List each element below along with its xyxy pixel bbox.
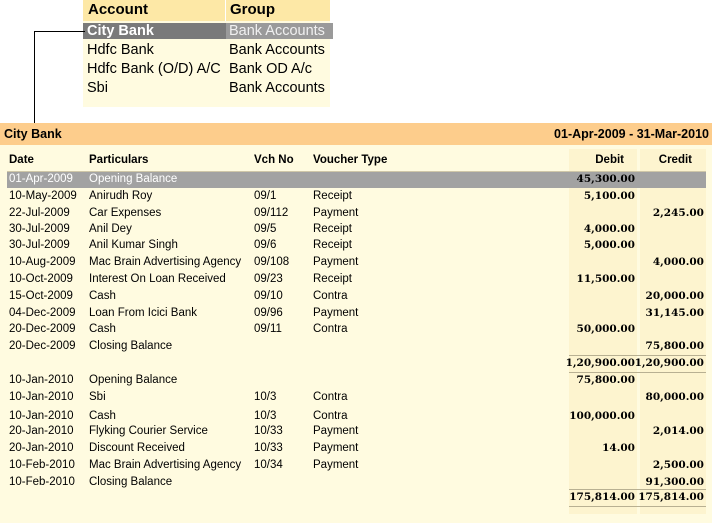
- ledger-account-title: City Bank: [4, 127, 62, 141]
- row-debit: 4,000.00: [583, 223, 635, 235]
- row-particulars: Closing Balance: [89, 476, 173, 488]
- account-option-hdfc-bank-od[interactable]: [83, 61, 330, 80]
- ledger-row[interactable]: [0, 255, 712, 272]
- ledger-row[interactable]: [0, 458, 712, 475]
- row-date: 10-Jan-2010: [9, 391, 74, 403]
- row-vch-no: 09/10: [254, 290, 283, 302]
- row-particulars: Opening Balance: [89, 374, 178, 386]
- row-voucher-type: Payment: [313, 256, 359, 268]
- row-date: 15-Oct-2009: [9, 290, 73, 302]
- row-vch-no: 10/33: [254, 442, 283, 454]
- row-credit: 75,800.00: [645, 340, 704, 352]
- row-credit: 2,500.00: [652, 459, 704, 471]
- ledger-row[interactable]: [0, 339, 712, 356]
- row-particulars: Anirudh Roy: [89, 190, 153, 202]
- row-credit: 20,000.00: [645, 290, 704, 302]
- account-group: Bank Accounts: [229, 80, 325, 96]
- row-vch-no: 10/34: [254, 459, 283, 471]
- row-voucher-type: Contra: [313, 323, 348, 335]
- row-credit: 80,000.00: [645, 391, 704, 403]
- ledger-title-bar: [0, 123, 712, 145]
- row-vch-no: 09/96: [254, 307, 283, 319]
- row-vch-no: 09/1: [254, 190, 277, 202]
- total-row: [0, 490, 712, 507]
- row-vch-no: 10/3: [254, 391, 277, 403]
- row-credit: 31,145.00: [645, 307, 704, 319]
- row-voucher-type: Contra: [313, 290, 348, 302]
- row-credit: 4,000.00: [652, 256, 704, 268]
- row-vch-no: 10/3: [254, 410, 277, 422]
- row-debit: 45,300.00: [576, 173, 635, 185]
- row-voucher-type: Payment: [313, 207, 359, 219]
- row-date: 10-Feb-2010: [9, 476, 75, 488]
- row-voucher-type: Payment: [313, 459, 359, 471]
- ledger-row[interactable]: [0, 424, 712, 441]
- row-date: 30-Jul-2009: [9, 239, 70, 251]
- row-date: 01-Apr-2009: [9, 173, 73, 185]
- connector-line-horizontal: [34, 31, 85, 32]
- row-date: 20-Jan-2010: [9, 442, 74, 454]
- account-option-sbi[interactable]: [83, 80, 330, 99]
- row-voucher-type: Receipt: [313, 239, 352, 251]
- subtotal-credit: 1,20,900.00: [634, 357, 704, 369]
- row-particulars: Cash: [89, 323, 116, 335]
- row-debit: 11,500.00: [576, 273, 635, 285]
- account-name: Hdfc Bank (O/D) A/C: [87, 61, 221, 77]
- row-vch-no: 09/23: [254, 273, 283, 285]
- row-date: 10-Feb-2010: [9, 459, 75, 471]
- ledger-row[interactable]: [0, 272, 712, 289]
- row-date: 20-Dec-2009: [9, 340, 76, 352]
- ledger-row[interactable]: [0, 222, 712, 239]
- particulars-column-header: Particulars: [89, 154, 149, 166]
- account-group: Bank Accounts: [226, 23, 333, 39]
- row-voucher-type: Receipt: [313, 190, 352, 202]
- total-credit: 175,814.00: [638, 491, 704, 503]
- ledger-row[interactable]: [0, 373, 712, 390]
- voucher-type-column-header: Voucher Type: [313, 154, 388, 166]
- account-name: Hdfc Bank: [87, 42, 154, 58]
- account-name: Sbi: [87, 80, 108, 96]
- row-voucher-type: Contra: [313, 410, 348, 422]
- ledger-row[interactable]: [0, 206, 712, 223]
- row-particulars: Anil Dey: [89, 223, 132, 235]
- row-particulars: Cash: [89, 290, 116, 302]
- row-particulars: Opening Balance: [89, 173, 178, 185]
- row-date: 04-Dec-2009: [9, 307, 76, 319]
- row-voucher-type: Payment: [313, 307, 359, 319]
- group-column-header: Group: [230, 1, 275, 18]
- row-particulars: Mac Brain Advertising Agency: [89, 256, 242, 268]
- ledger-row[interactable]: [0, 322, 712, 339]
- row-particulars: Flyking Courier Service: [89, 425, 208, 437]
- row-particulars: Sbi: [89, 391, 106, 403]
- row-date: 30-Jul-2009: [9, 223, 70, 235]
- row-particulars: Loan From Icici Bank: [89, 307, 198, 319]
- account-group: Bank Accounts: [229, 42, 325, 58]
- row-date: 10-Jan-2010: [9, 374, 74, 386]
- date-column-header: Date: [9, 154, 34, 166]
- row-date: 20-Jan-2010: [9, 425, 74, 437]
- row-voucher-type: Receipt: [313, 223, 352, 235]
- row-voucher-type: Payment: [313, 425, 359, 437]
- row-debit: 5,100.00: [583, 190, 635, 202]
- total-debit: 175,814.00: [569, 491, 635, 503]
- row-vch-no: 09/5: [254, 223, 277, 235]
- ledger-row[interactable]: [0, 172, 712, 189]
- row-date: 22-Jul-2009: [9, 207, 70, 219]
- row-voucher-type: Receipt: [313, 273, 352, 285]
- row-vch-no: 09/6: [254, 239, 277, 251]
- row-voucher-type: Contra: [313, 391, 348, 403]
- account-name: City Bank: [83, 23, 226, 39]
- row-particulars: Anil Kumar Singh: [89, 239, 178, 251]
- row-particulars: Interest On Loan Received: [89, 273, 226, 285]
- subtotal-debit: 1,20,900.00: [565, 357, 635, 369]
- row-particulars: Cash: [89, 410, 116, 422]
- row-credit: 91,300.00: [645, 476, 704, 488]
- row-vch-no: 09/108: [254, 256, 290, 268]
- subtotal-row: [0, 356, 712, 373]
- connector-line-vertical: [34, 31, 35, 124]
- row-particulars: Car Expenses: [89, 207, 162, 219]
- ledger-row[interactable]: [0, 289, 712, 306]
- vch-no-column-header: Vch No: [254, 154, 294, 166]
- row-date: 20-Dec-2009: [9, 323, 76, 335]
- ledger-row[interactable]: [0, 238, 712, 255]
- account-group: Bank OD A/c: [229, 61, 313, 77]
- ledger-period: 01-Apr-2009 - 31-Mar-2010: [554, 127, 709, 141]
- row-debit: 5,000.00: [583, 239, 635, 251]
- row-debit: 50,000.00: [576, 323, 635, 335]
- account-column-header: Account: [88, 1, 148, 18]
- account-option-hdfc-bank[interactable]: [83, 42, 330, 61]
- header-divider: [225, 0, 226, 21]
- row-particulars: Closing Balance: [89, 340, 173, 352]
- debit-column-header: Debit: [595, 154, 624, 166]
- row-vch-no: 10/33: [254, 425, 283, 437]
- row-date: 10-Aug-2009: [9, 256, 76, 268]
- row-vch-no: 09/11: [254, 323, 282, 335]
- row-date: 10-Jan-2010: [9, 410, 74, 422]
- account-option-city-bank[interactable]: [83, 23, 330, 42]
- row-credit: 2,014.00: [652, 425, 704, 437]
- row-debit: 75,800.00: [576, 374, 635, 386]
- ledger-row[interactable]: [0, 306, 712, 323]
- row-date: 10-Oct-2009: [9, 273, 73, 285]
- row-particulars: Discount Received: [89, 442, 185, 454]
- account-list-popup: [83, 0, 330, 107]
- row-credit: 2,245.00: [652, 207, 704, 219]
- ledger-row[interactable]: [0, 189, 712, 206]
- account-list-header: [83, 0, 330, 21]
- credit-column-header: Credit: [658, 154, 692, 166]
- ledger-panel: [0, 123, 712, 523]
- row-particulars: Mac Brain Advertising Agency: [89, 459, 242, 471]
- row-vch-no: 09/112: [254, 207, 289, 219]
- row-voucher-type: Payment: [313, 442, 359, 454]
- ledger-row[interactable]: [0, 390, 712, 407]
- row-debit: 100,000.00: [569, 410, 635, 422]
- ledger-row[interactable]: [0, 441, 712, 458]
- row-debit: 14.00: [602, 442, 635, 454]
- total-bottom-rule: [569, 506, 706, 507]
- row-date: 10-May-2009: [9, 190, 77, 202]
